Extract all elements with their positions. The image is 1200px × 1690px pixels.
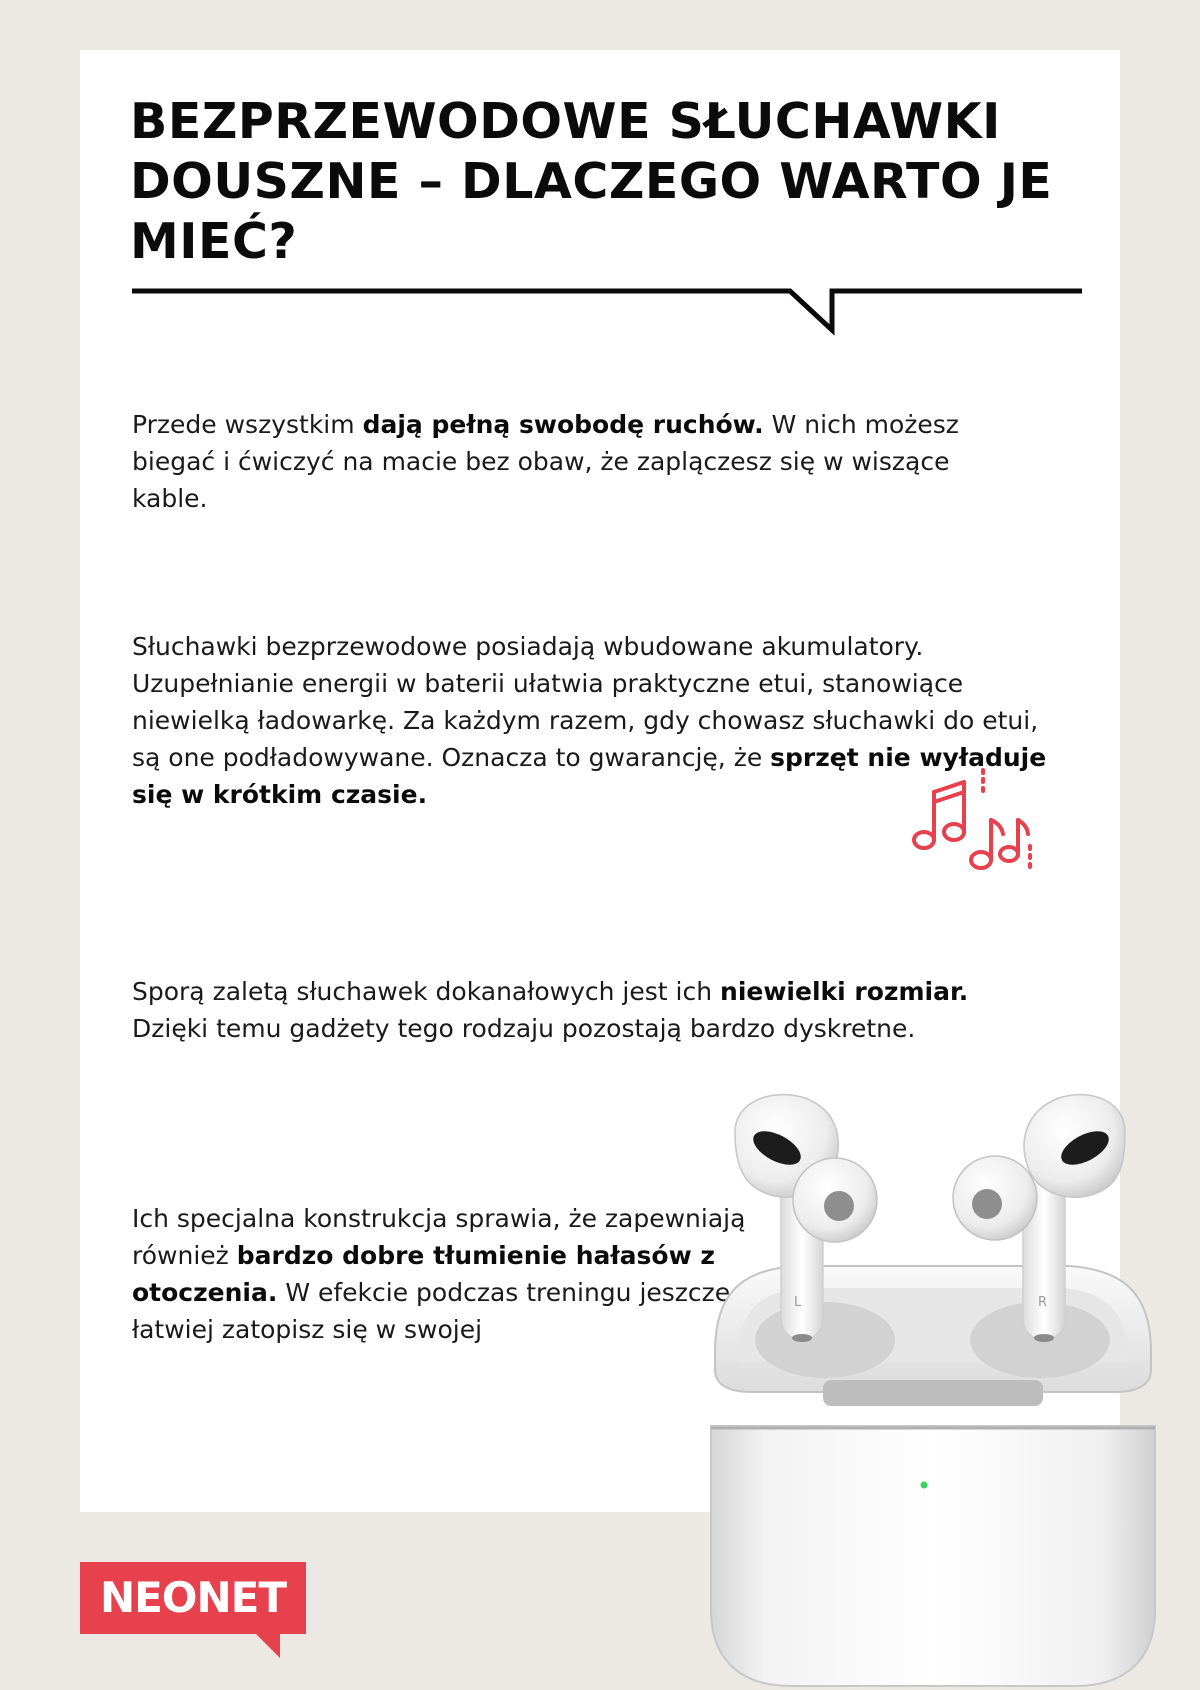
- logo-text: NEONET: [99, 1573, 287, 1622]
- paragraph-freedom-of-movement: Przede wszystkim dają pełną swobodę ruchów. W nich możesz biegać i ćwiczyć na macie bez obaw, że zaplączesz się w wiszące kable.: [132, 410, 959, 513]
- earbuds-product-image: [705, 1090, 1160, 1690]
- page-title: BEZPRZEWODOWE SŁUCHAWKI DOUSZNE – DLACZEGO WARTO JE MIEĆ?: [130, 93, 1053, 270]
- music-notes-icon: [905, 768, 1035, 878]
- paragraph-noise-isolation: Ich specjalna konstrukcja sprawia, że zapewniają również bardzo dobre tłumienie hałasów z otoczenia. W efekcie podczas treningu jeszcze łatwiej zatopisz się w swojej: [132, 1204, 746, 1344]
- paragraph-batteries: Słuchawki bezprzewodowe posiadają wbudowane akumulatory. Uzupełnianie energii w baterii ułatwia praktyczne etui, stanowiące niewielką ładowarkę. Za każdym razem, gdy chowasz słuchawki do etui, są one podładowywane. Oznacza to gwarancję, że sprzęt nie wyładuje się w krótkim czasie.: [132, 632, 1047, 809]
- title-underline-speech-pointer: [130, 280, 1090, 340]
- neonet-logo: [80, 1562, 310, 1662]
- paragraph-small-size: Sporą zaletą słuchawek dokanałowych jest ich niewielki rozmiar. Dzięki temu gadżety tego rodzaju pozostają bardzo dyskretne.: [132, 977, 969, 1043]
- svg-text:R: R: [1038, 1295, 1048, 1310]
- svg-text:L: L: [794, 1295, 802, 1310]
